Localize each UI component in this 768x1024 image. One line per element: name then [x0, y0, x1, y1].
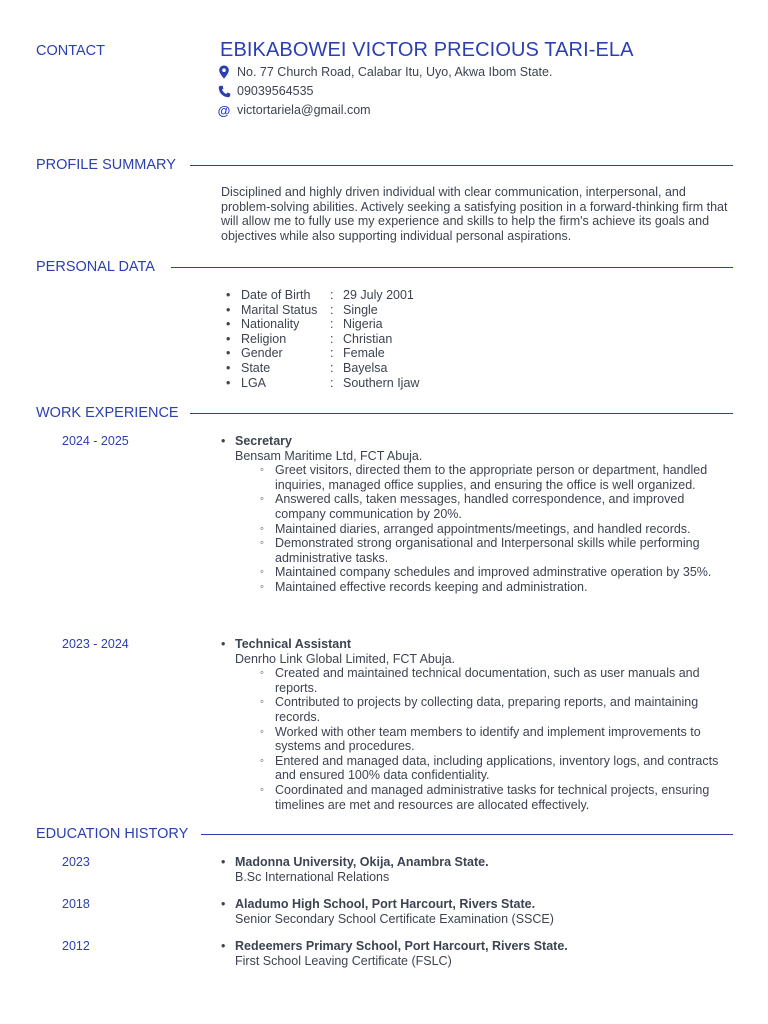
list-item: ◦ Maintained company schedules and improved adminstrative operation by 35%. [275, 565, 733, 580]
profile-summary-heading: PROFILE SUMMARY [36, 157, 176, 173]
list-item: ◦ Contributed to projects by collecting data, preparing reports, and maintaining records. [275, 695, 733, 724]
list-item: ◦ Created and maintained technical documentation, such as user manuals and reports. [275, 666, 733, 695]
list-item: • Marital Status : Single [226, 302, 378, 317]
job-title: Technical Assistant [235, 637, 352, 651]
personal-data-key: Marital Status [241, 302, 318, 317]
school-name: Aladumo High School, Port Harcourt, Rivers State. [235, 897, 536, 911]
list-item: • LGA : Southern Ijaw [226, 375, 420, 390]
section-divider [201, 834, 733, 835]
personal-data-value: Christian [343, 331, 393, 346]
contact-email[interactable]: victortariela@gmail.com [237, 103, 371, 117]
education-entry: • Redeemers Primary School, Port Harcourt, Rivers State. First School Leaving Certificate (FSLC) [221, 939, 733, 968]
qualification: Senior Secondary School Certificate Examination (SSCE) [235, 911, 554, 926]
job-dates: 2024 - 2025 [62, 434, 129, 448]
list-item: ◦ Maintained effective records keeping and administration. [275, 580, 733, 595]
list-item: • Gender : Female [226, 346, 385, 361]
candidate-name: EBIKABOWEI VICTOR PRECIOUS TARI-ELA [220, 39, 634, 61]
personal-data-key: Religion [241, 331, 287, 346]
at-sign-icon: @ [217, 102, 231, 118]
job-title: Secretary [235, 434, 292, 448]
job-entry: • Technical Assistant Denrho Link Global Limited, FCT Abuja. ◦ Created and maintained technical documentation, such as user manuals and reports. ◦ Contributed to projects by collecting data, preparing reports, and maintaining records. ◦ Worked with other team members to identify and implement improvements to systems and procedures. ◦ Entered and managed data, including applications, inventory logs, and contracts and ensured 100% data confidentiality. ◦ Coordinated and managed administrative tasks for technical projects, ensuring timelines are met and resources are allocated effectively. [221, 637, 733, 812]
job-entry: • Secretary Bensam Maritime Ltd, FCT Abuja. ◦ Greet visitors, directed them to the appropriate person or department, handled inquiries, managed office supplies, and ensuring the office is well organized. ◦ Answered calls, taken messages, handled correspondence, and improved company communication by 20%. ◦ Maintained diaries, arranged appointments/meetings, and handled records. ◦ Demonstrated strong organisational and Interpersonal skills while performing administrative tasks. ◦ Maintained company schedules and improved adminstrative operation by 35%. ◦ Maintained effective records keeping and administration. [221, 434, 733, 595]
qualification: First School Leaving Certificate (FSLC) [235, 953, 452, 968]
location-pin-icon [216, 64, 232, 80]
job-duties [221, 463, 733, 594]
list-item: ◦ Demonstrated strong organisational and Interpersonal skills while performing administrative tasks. [275, 536, 733, 565]
education-entry: • Madonna University, Okija, Anambra State. B.Sc International Relations [221, 855, 733, 884]
education-year: 2023 [62, 855, 90, 869]
contact-phone[interactable]: 09039564535 [237, 84, 314, 98]
contact-address: No. 77 Church Road, Calabar Itu, Uyo, Akwa Ibom State. [237, 65, 553, 79]
personal-data-value: 29 July 2001 [343, 288, 414, 302]
personal-data-key: State [241, 360, 271, 375]
personal-data-heading: PERSONAL DATA [36, 259, 155, 275]
list-item: ◦ Maintained diaries, arranged appointments/meetings, and handled records. [275, 522, 733, 537]
list-item: ◦ Entered and managed data, including applications, inventory logs, and contracts and ensured 100% data confidentiality. [275, 754, 733, 783]
education-year: 2018 [62, 897, 90, 911]
education-entry: • Aladumo High School, Port Harcourt, Rivers State. Senior Secondary School Certificate Examination (SSCE) [221, 897, 733, 926]
personal-data-value: Bayelsa [343, 360, 388, 375]
personal-data-value: Female [343, 346, 385, 361]
section-divider [190, 413, 733, 414]
job-dates: 2023 - 2024 [62, 637, 129, 651]
contact-heading: CONTACT [36, 43, 106, 59]
profile-summary-text: Disciplined and highly driven individual with clear communication, interpersonal, and problem-solving abilities. Actively seeking a satisfying position in a forward-thinking firm that will allow me to fully use my experience and skills to help the firm's achieve its goals and objectives while also supporting individual personal aspirations. [221, 185, 728, 243]
list-item: • State : Bayelsa [226, 360, 388, 375]
personal-data-list [226, 288, 419, 390]
personal-data-value: Nigeria [343, 317, 383, 332]
list-item: • Nationality : Nigeria [226, 317, 383, 332]
qualification: B.Sc International Relations [235, 869, 390, 884]
list-item: ◦ Worked with other team members to identify and implement improvements to systems and procedures. [275, 725, 733, 754]
personal-data-key: Date of Birth [241, 288, 311, 302]
personal-data-key: LGA [241, 375, 267, 390]
contact-email-row [216, 102, 371, 118]
work-experience-heading: WORK EXPERIENCE [36, 405, 179, 421]
list-item: • Religion : Christian [226, 331, 393, 346]
section-divider [171, 267, 733, 268]
job-company: Denrho Link Global Limited, FCT Abuja. [235, 651, 456, 666]
school-name: Madonna University, Okija, Anambra State. [235, 855, 489, 869]
list-item: ◦ Greet visitors, directed them to the appropriate person or department, handled inquiries, managed office supplies, and ensuring the office is well organized. [275, 463, 733, 492]
education-year: 2012 [62, 939, 90, 953]
list-item: • Date of Birth : 29 July 2001 [226, 288, 414, 302]
personal-data-value: Single [343, 302, 378, 317]
personal-data-value: Southern Ijaw [343, 375, 420, 390]
personal-data-key: Gender [241, 346, 283, 361]
list-item: ◦ Coordinated and managed administrative tasks for technical projects, ensuring timelines are met and resources are allocated effectively. [275, 783, 733, 812]
job-duties [221, 666, 733, 812]
education-history-heading: EDUCATION HISTORY [36, 826, 189, 842]
school-name: Redeemers Primary School, Port Harcourt, Rivers State. [235, 939, 568, 953]
section-divider [190, 165, 733, 166]
list-item: ◦ Answered calls, taken messages, handled correspondence, and improved company communication by 20%. [275, 492, 733, 521]
contact-address-row [216, 64, 552, 80]
job-company: Bensam Maritime Ltd, FCT Abuja. [235, 448, 423, 463]
personal-data-key: Nationality [241, 317, 300, 332]
phone-icon [216, 83, 232, 99]
contact-phone-row [216, 83, 313, 99]
